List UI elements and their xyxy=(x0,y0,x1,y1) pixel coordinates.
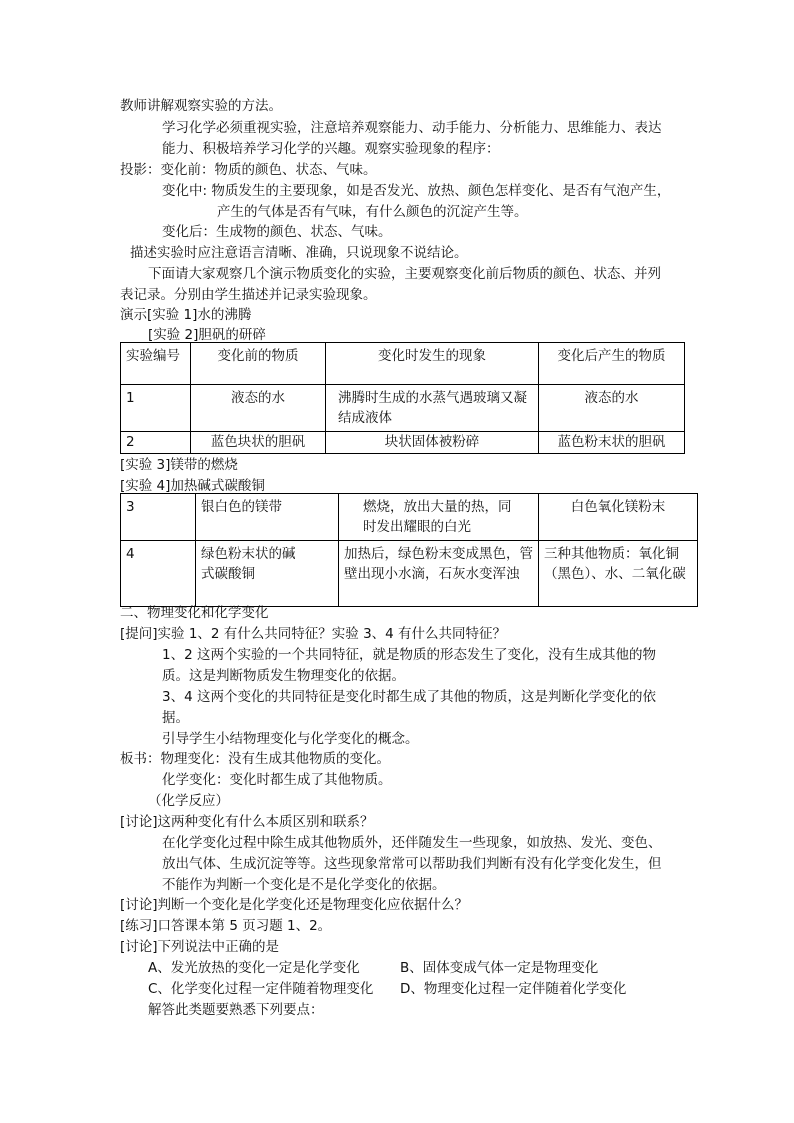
table-cell: 沸腾时生成的水蒸气遇玻璃又凝结成液体 xyxy=(326,385,539,432)
table-cell: 加热后，绿色粉末变成黑色，管壁出现小水滴，石灰水变浑浊 xyxy=(339,541,539,607)
section-heading: 二、物理变化和化学变化 xyxy=(120,605,269,621)
text-line: [讨论]下列说法中正确的是 xyxy=(120,939,280,955)
text-line: 3、4 这两个变化的共同特征是变化时都生成了其他的物质，这是判断化学变化的依 xyxy=(162,689,656,705)
option-c: C、化学变化过程一定伴随着物理变化 xyxy=(148,981,374,997)
text-line: [实验 4]加热碱式碳酸铜 xyxy=(120,478,265,494)
table-cell: 蓝色粉末状的胆矾 xyxy=(539,432,685,454)
table-cell: 液态的水 xyxy=(191,385,326,432)
option-a: A、发光放热的变化一定是化学变化 xyxy=(148,960,360,976)
text-line: 不能作为判断一个变化是不是化学变化的依据。 xyxy=(162,877,446,893)
table-cell: 液态的水 xyxy=(539,385,685,432)
text-line: 变化后：生成物的颜色、状态、气味。 xyxy=(162,224,392,240)
text-line: 能力、积极培养学习化学的兴趣。观察实验现象的程序： xyxy=(162,141,500,157)
table-cell: 白色氧化镁粉末 xyxy=(539,494,698,541)
option-b: B、固体变成气体一定是物理变化 xyxy=(400,960,599,976)
text-line: 板书：物理变化：没有生成其他物质的变化。 xyxy=(120,751,390,767)
table-cell: 蓝色块状的胆矾 xyxy=(191,432,326,454)
text-line: 下面请大家观察几个演示物质变化的实验，主要观察变化前后物质的颜色、状态、并列 xyxy=(148,266,661,282)
text-line: [提问]实验 1、2 有什么共同特征？实验 3、4 有什么共同特征？ xyxy=(120,626,507,642)
text-line: 投影：变化前：物质的颜色、状态、气味。 xyxy=(120,162,377,178)
header-cell: 变化后产生的物质 xyxy=(539,343,685,385)
table-cell: 燃烧，放出大量的热，同时发出耀眼的白光 xyxy=(339,494,539,541)
header-cell: 实验编号 xyxy=(121,343,191,385)
text-line: [练习]口答课本第 5 页习题 1、2。 xyxy=(120,918,332,934)
header-cell: 变化时发生的现象 xyxy=(326,343,539,385)
text-line: 学习化学必须重视实验，注意培养观察能力、动手能力、分析能力、思维能力、表达 xyxy=(162,120,662,136)
table-cell: 绿色粉末状的碱式碳酸铜 xyxy=(196,541,339,607)
text-line: [讨论]判断一个变化是化学变化还是物理变化应依据什么？ xyxy=(120,897,469,913)
table-cell: 3 xyxy=(121,494,196,541)
text-line: （化学反应） xyxy=(148,793,229,809)
text-line: [讨论]这两种变化有什么本质区别和联系？ xyxy=(120,814,374,830)
text-line: [实验 3]镁带的燃烧 xyxy=(120,457,238,473)
text-line: 质。这是判断物质发生物理变化的依据。 xyxy=(162,668,405,684)
text-line: 1、2 这两个实验的一个共同特征，就是物质的形态发生了变化，没有生成其他的物 xyxy=(162,647,656,663)
text-line: 在化学变化过程中除生成其他物质外，还伴随发生一些现象，如放热、发光、变色、 xyxy=(162,835,662,851)
experiment-table-2 xyxy=(120,493,698,607)
table-cell: 块状固体被粉碎 xyxy=(326,432,539,454)
text-line: 演示[实验 1]水的沸腾 xyxy=(120,307,252,323)
header-cell: 变化前的物质 xyxy=(191,343,326,385)
text-line: 放出气体、生成沉淀等等。这些现象常常可以帮助我们判断有没有化学变化发生，但 xyxy=(162,856,662,872)
table-cell: 银白色的镁带 xyxy=(196,494,339,541)
table-row xyxy=(121,432,685,454)
text-line: 引导学生小结物理变化与化学变化的概念。 xyxy=(162,731,419,747)
table-cell: 三种其他物质：氧化铜（黑色）、水、二氧化碳 xyxy=(539,541,698,607)
table-row xyxy=(121,494,698,541)
table-cell: 4 xyxy=(121,541,196,607)
table-row xyxy=(121,541,698,607)
text-line: 描述实验时应注意语言清晰、准确，只说现象不说结论。 xyxy=(130,245,468,261)
option-d: D、物理变化过程一定伴随着化学变化 xyxy=(400,981,627,997)
table-row xyxy=(121,385,685,432)
text-line: 化学变化：变化时都生成了其他物质。 xyxy=(162,772,392,788)
text-line: 解答此类题要熟悉下列要点： xyxy=(148,1002,324,1018)
text-line: 据。 xyxy=(162,710,189,726)
table-cell: 2 xyxy=(121,432,191,454)
text-line: 教师讲解观察实验的方法。 xyxy=(120,98,282,114)
text-line: [实验 2]胆矾的研碎 xyxy=(148,327,266,343)
table-cell: 1 xyxy=(121,385,191,432)
text-line: 变化中: 物质发生的主要现象，如是否发光、放热、颜色怎样变化、是否有气泡产生， xyxy=(162,183,671,199)
text-line: 表记录。分别由学生描述并记录实验现象。 xyxy=(120,287,377,303)
experiment-table-1 xyxy=(120,342,685,454)
text-line: 产生的气体是否有气味，有什么颜色的沉淀产生等。 xyxy=(217,204,528,220)
table-header-row xyxy=(121,343,685,385)
